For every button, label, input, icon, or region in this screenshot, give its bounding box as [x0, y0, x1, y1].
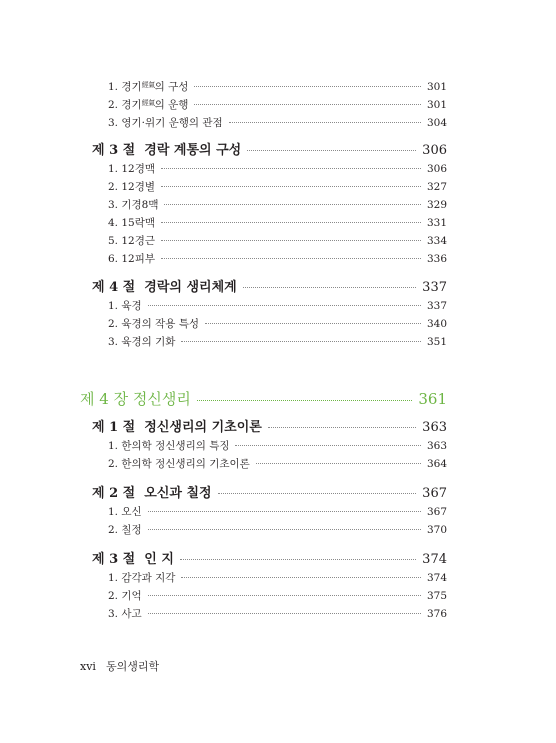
entry-title: 1. 감각과 지각 [108, 572, 176, 584]
page-number: 301 [426, 81, 447, 93]
footer-page-number: xvi [80, 660, 96, 673]
section-title: 제 3 절 인 지 [92, 552, 174, 567]
page-number: 363 [426, 440, 447, 452]
page-footer [80, 658, 159, 674]
dot-leader [256, 463, 421, 464]
toc-entry[interactable] [108, 97, 447, 112]
page-number: 374 [426, 572, 447, 584]
dot-leader [161, 186, 421, 187]
page-number: 370 [426, 524, 447, 536]
page-number: 340 [426, 318, 447, 330]
toc-entry[interactable] [108, 438, 447, 453]
entry-title: 2. 한의학 정신생리의 기초이론 [108, 458, 250, 470]
toc-entry[interactable] [108, 334, 447, 349]
section-title: 제 1 절 정신생리의 기초이론 [92, 420, 262, 435]
entry-title: 1. 한의학 정신생리의 특징 [108, 440, 230, 452]
page-number: 301 [426, 99, 447, 111]
page-number: 364 [426, 458, 447, 470]
entry-title: 4. 15락맥 [108, 217, 156, 229]
dot-leader [148, 613, 421, 614]
dot-leader [161, 258, 421, 259]
footer-book-title: 동의생리학 [105, 660, 160, 673]
toc-entry[interactable] [108, 197, 447, 212]
dot-leader [148, 511, 421, 512]
entry-title: 1. 오신 [108, 506, 142, 518]
dot-leader [161, 240, 421, 241]
page-number: 363 [422, 420, 447, 435]
dot-leader [180, 559, 416, 560]
dot-leader [148, 529, 421, 530]
entry-title: 2. 경기$^{經氣}$의 운행 [108, 99, 189, 111]
entry-title: 6. 12피부 [108, 253, 156, 265]
page-number: 367 [422, 486, 447, 501]
toc-entry[interactable] [108, 215, 447, 230]
page-number: 351 [426, 336, 447, 348]
entry-title: 2. 12경별 [108, 181, 156, 193]
entry-title: 3. 영기·위기 운행의 관점 [108, 117, 223, 129]
page-number: 337 [422, 280, 447, 295]
dot-leader [235, 445, 420, 446]
dot-leader [268, 427, 416, 428]
page-number: 331 [426, 217, 447, 229]
page-number: 334 [426, 235, 447, 247]
entry-title: 1. 12경맥 [108, 163, 156, 175]
entry-title: 2. 육경의 작용 특성 [108, 318, 200, 330]
dot-leader [247, 150, 416, 151]
section-title: 제 2 절 오신과 칠정 [92, 486, 212, 501]
toc-section-3b[interactable] [92, 548, 447, 567]
toc-entry[interactable] [108, 588, 447, 603]
section-title: 제 4 절 경락의 생리체계 [92, 280, 237, 295]
section-title: 제 3 절 경락 계통의 구성 [92, 143, 242, 158]
page-number: 306 [422, 143, 447, 158]
entry-title: 1. 육경 [108, 300, 142, 312]
chapter-title: 제 4 장 정신생리 [80, 390, 191, 408]
entry-title: 2. 칠정 [108, 524, 142, 536]
dot-leader [218, 493, 417, 494]
dot-leader [229, 122, 421, 123]
dot-leader [194, 104, 421, 105]
page-number: 306 [426, 163, 447, 175]
toc-entry[interactable] [108, 298, 447, 313]
page-number: 337 [426, 300, 447, 312]
dot-leader [161, 222, 421, 223]
toc-entry[interactable] [108, 522, 447, 537]
toc-entry[interactable] [108, 504, 447, 519]
toc-entry[interactable] [108, 251, 447, 266]
page-number: 375 [426, 590, 447, 602]
dot-leader [164, 204, 420, 205]
entry-title: 5. 12경근 [108, 235, 156, 247]
dot-leader [243, 287, 416, 288]
page-number: 336 [426, 253, 447, 265]
dot-leader [181, 341, 421, 342]
page-number: 327 [426, 181, 447, 193]
toc-entry[interactable] [108, 79, 447, 94]
page-number: 374 [422, 552, 447, 567]
toc-entry[interactable] [108, 115, 447, 130]
page-number: 367 [426, 506, 447, 518]
page-number: 329 [426, 199, 447, 211]
entry-title: 3. 육경의 기화 [108, 336, 176, 348]
dot-leader [181, 577, 421, 578]
toc-entry[interactable] [108, 570, 447, 585]
dot-leader [205, 323, 421, 324]
dot-leader [161, 168, 421, 169]
toc-section-1[interactable] [92, 416, 447, 435]
dot-leader [197, 400, 413, 401]
toc-section-2[interactable] [92, 482, 447, 501]
toc-section-4[interactable] [92, 276, 447, 295]
dot-leader [148, 595, 421, 596]
page-number: 376 [426, 608, 447, 620]
toc-entry[interactable] [108, 606, 447, 621]
toc-section-3[interactable] [92, 139, 447, 158]
page-number: 304 [426, 117, 447, 129]
toc-entry[interactable] [108, 161, 447, 176]
dot-leader [194, 86, 421, 87]
toc-entry[interactable] [108, 456, 447, 471]
toc-entry[interactable] [108, 233, 447, 248]
entry-title: 3. 기경8맥 [108, 199, 159, 211]
entry-title: 3. 사고 [108, 608, 142, 620]
entry-title: 2. 기억 [108, 590, 142, 602]
entry-title: 1. 경기$^{經氣}$의 구성 [108, 81, 189, 93]
toc-chapter-4[interactable] [80, 388, 447, 409]
toc-entry[interactable] [108, 179, 447, 194]
page-number: 361 [418, 390, 447, 408]
dot-leader [148, 305, 421, 306]
toc-entry[interactable] [108, 316, 447, 331]
